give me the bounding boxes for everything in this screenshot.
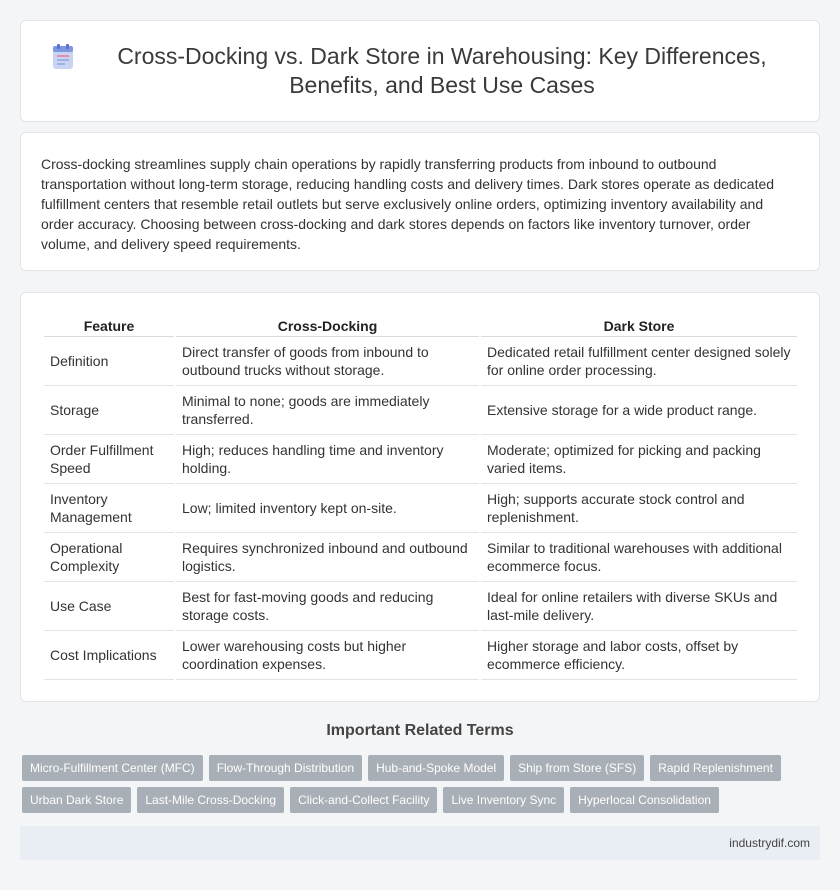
row-dark-store: High; supports accurate stock control and replenishment. <box>481 484 797 533</box>
table-row <box>44 533 797 582</box>
related-term-tag[interactable]: Hyperlocal Consolidation <box>570 787 719 813</box>
related-term-tag[interactable]: Rapid Replenishment <box>650 755 781 781</box>
intro-card <box>20 132 820 271</box>
related-term-tag[interactable]: Ship from Store (SFS) <box>510 755 644 781</box>
table-row <box>44 386 797 435</box>
related-terms-list <box>22 755 812 813</box>
footer-bar <box>20 826 820 860</box>
site-name[interactable]: industrydif.com <box>729 836 810 850</box>
table-row <box>44 631 797 680</box>
table-row <box>44 484 797 533</box>
row-dark-store: Higher storage and labor costs, offset by ecommerce efficiency. <box>481 631 797 680</box>
row-dark-store: Similar to traditional warehouses with additional ecommerce focus. <box>481 533 797 582</box>
header-card <box>20 20 820 122</box>
related-term-tag[interactable]: Last-Mile Cross-Docking <box>137 787 284 813</box>
related-term-tag[interactable]: Urban Dark Store <box>22 787 131 813</box>
intro-paragraph: Cross-docking streamlines supply chain operations by rapidly transferring products from inbound to outbound transportation without long-term storage, reducing handling costs and delivery times. Dark stores operate as dedicated fulfillment centers that resemble retail outlets but serve exclusively online orders, optimizing inventory availability and order accuracy. Choosing between cross-docking and dark stores depends on factors like inventory turnover, order volume, and delivery speed requirements. <box>41 156 775 252</box>
row-dark-store: Extensive storage for a wide product range. <box>481 386 797 435</box>
row-feature: Definition <box>44 337 174 386</box>
row-feature: Order Fulfillment Speed <box>44 435 174 484</box>
related-terms-title: Important Related Terms <box>326 722 514 739</box>
comparison-card <box>20 292 820 702</box>
comparison-table <box>42 315 799 680</box>
row-cross-docking: Lower warehousing costs but higher coordination expenses. <box>176 631 479 680</box>
row-dark-store: Dedicated retail fulfillment center designed solely for online order processing. <box>481 337 797 386</box>
row-cross-docking: Requires synchronized inbound and outbound logistics. <box>176 533 479 582</box>
row-feature: Inventory Management <box>44 484 174 533</box>
document-icon <box>51 43 77 71</box>
related-term-tag[interactable]: Hub-and-Spoke Model <box>368 755 504 781</box>
related-term-tag[interactable]: Micro-Fulfillment Center (MFC) <box>22 755 203 781</box>
table-header-row <box>44 315 797 337</box>
row-cross-docking: Direct transfer of goods from inbound to outbound trucks without storage. <box>176 337 479 386</box>
row-cross-docking: Low; limited inventory kept on-site. <box>176 484 479 533</box>
row-dark-store: Moderate; optimized for picking and packing varied items. <box>481 435 797 484</box>
row-cross-docking: High; reduces handling time and inventory holding. <box>176 435 479 484</box>
row-feature: Use Case <box>44 582 174 631</box>
related-term-tag[interactable]: Live Inventory Sync <box>443 787 564 813</box>
row-dark-store: Ideal for online retailers with diverse SKUs and last-mile delivery. <box>481 582 797 631</box>
table-row <box>44 435 797 484</box>
row-cross-docking: Minimal to none; goods are immediately transferred. <box>176 386 479 435</box>
header-feature: Feature <box>44 315 174 337</box>
related-term-tag[interactable]: Flow-Through Distribution <box>209 755 362 781</box>
row-feature: Cost Implications <box>44 631 174 680</box>
header-dark-store: Dark Store <box>481 315 797 337</box>
row-feature: Storage <box>44 386 174 435</box>
table-row <box>44 582 797 631</box>
page-title: Cross-Docking vs. Dark Store in Warehousing: Key Differences, Benefits, and Best Use Cases <box>117 43 767 98</box>
row-feature: Operational Complexity <box>44 533 174 582</box>
row-cross-docking: Best for fast-moving goods and reducing storage costs. <box>176 582 479 631</box>
related-term-tag[interactable]: Click-and-Collect Facility <box>290 787 437 813</box>
header-cross-docking: Cross-Docking <box>176 315 479 337</box>
table-row <box>44 337 797 386</box>
